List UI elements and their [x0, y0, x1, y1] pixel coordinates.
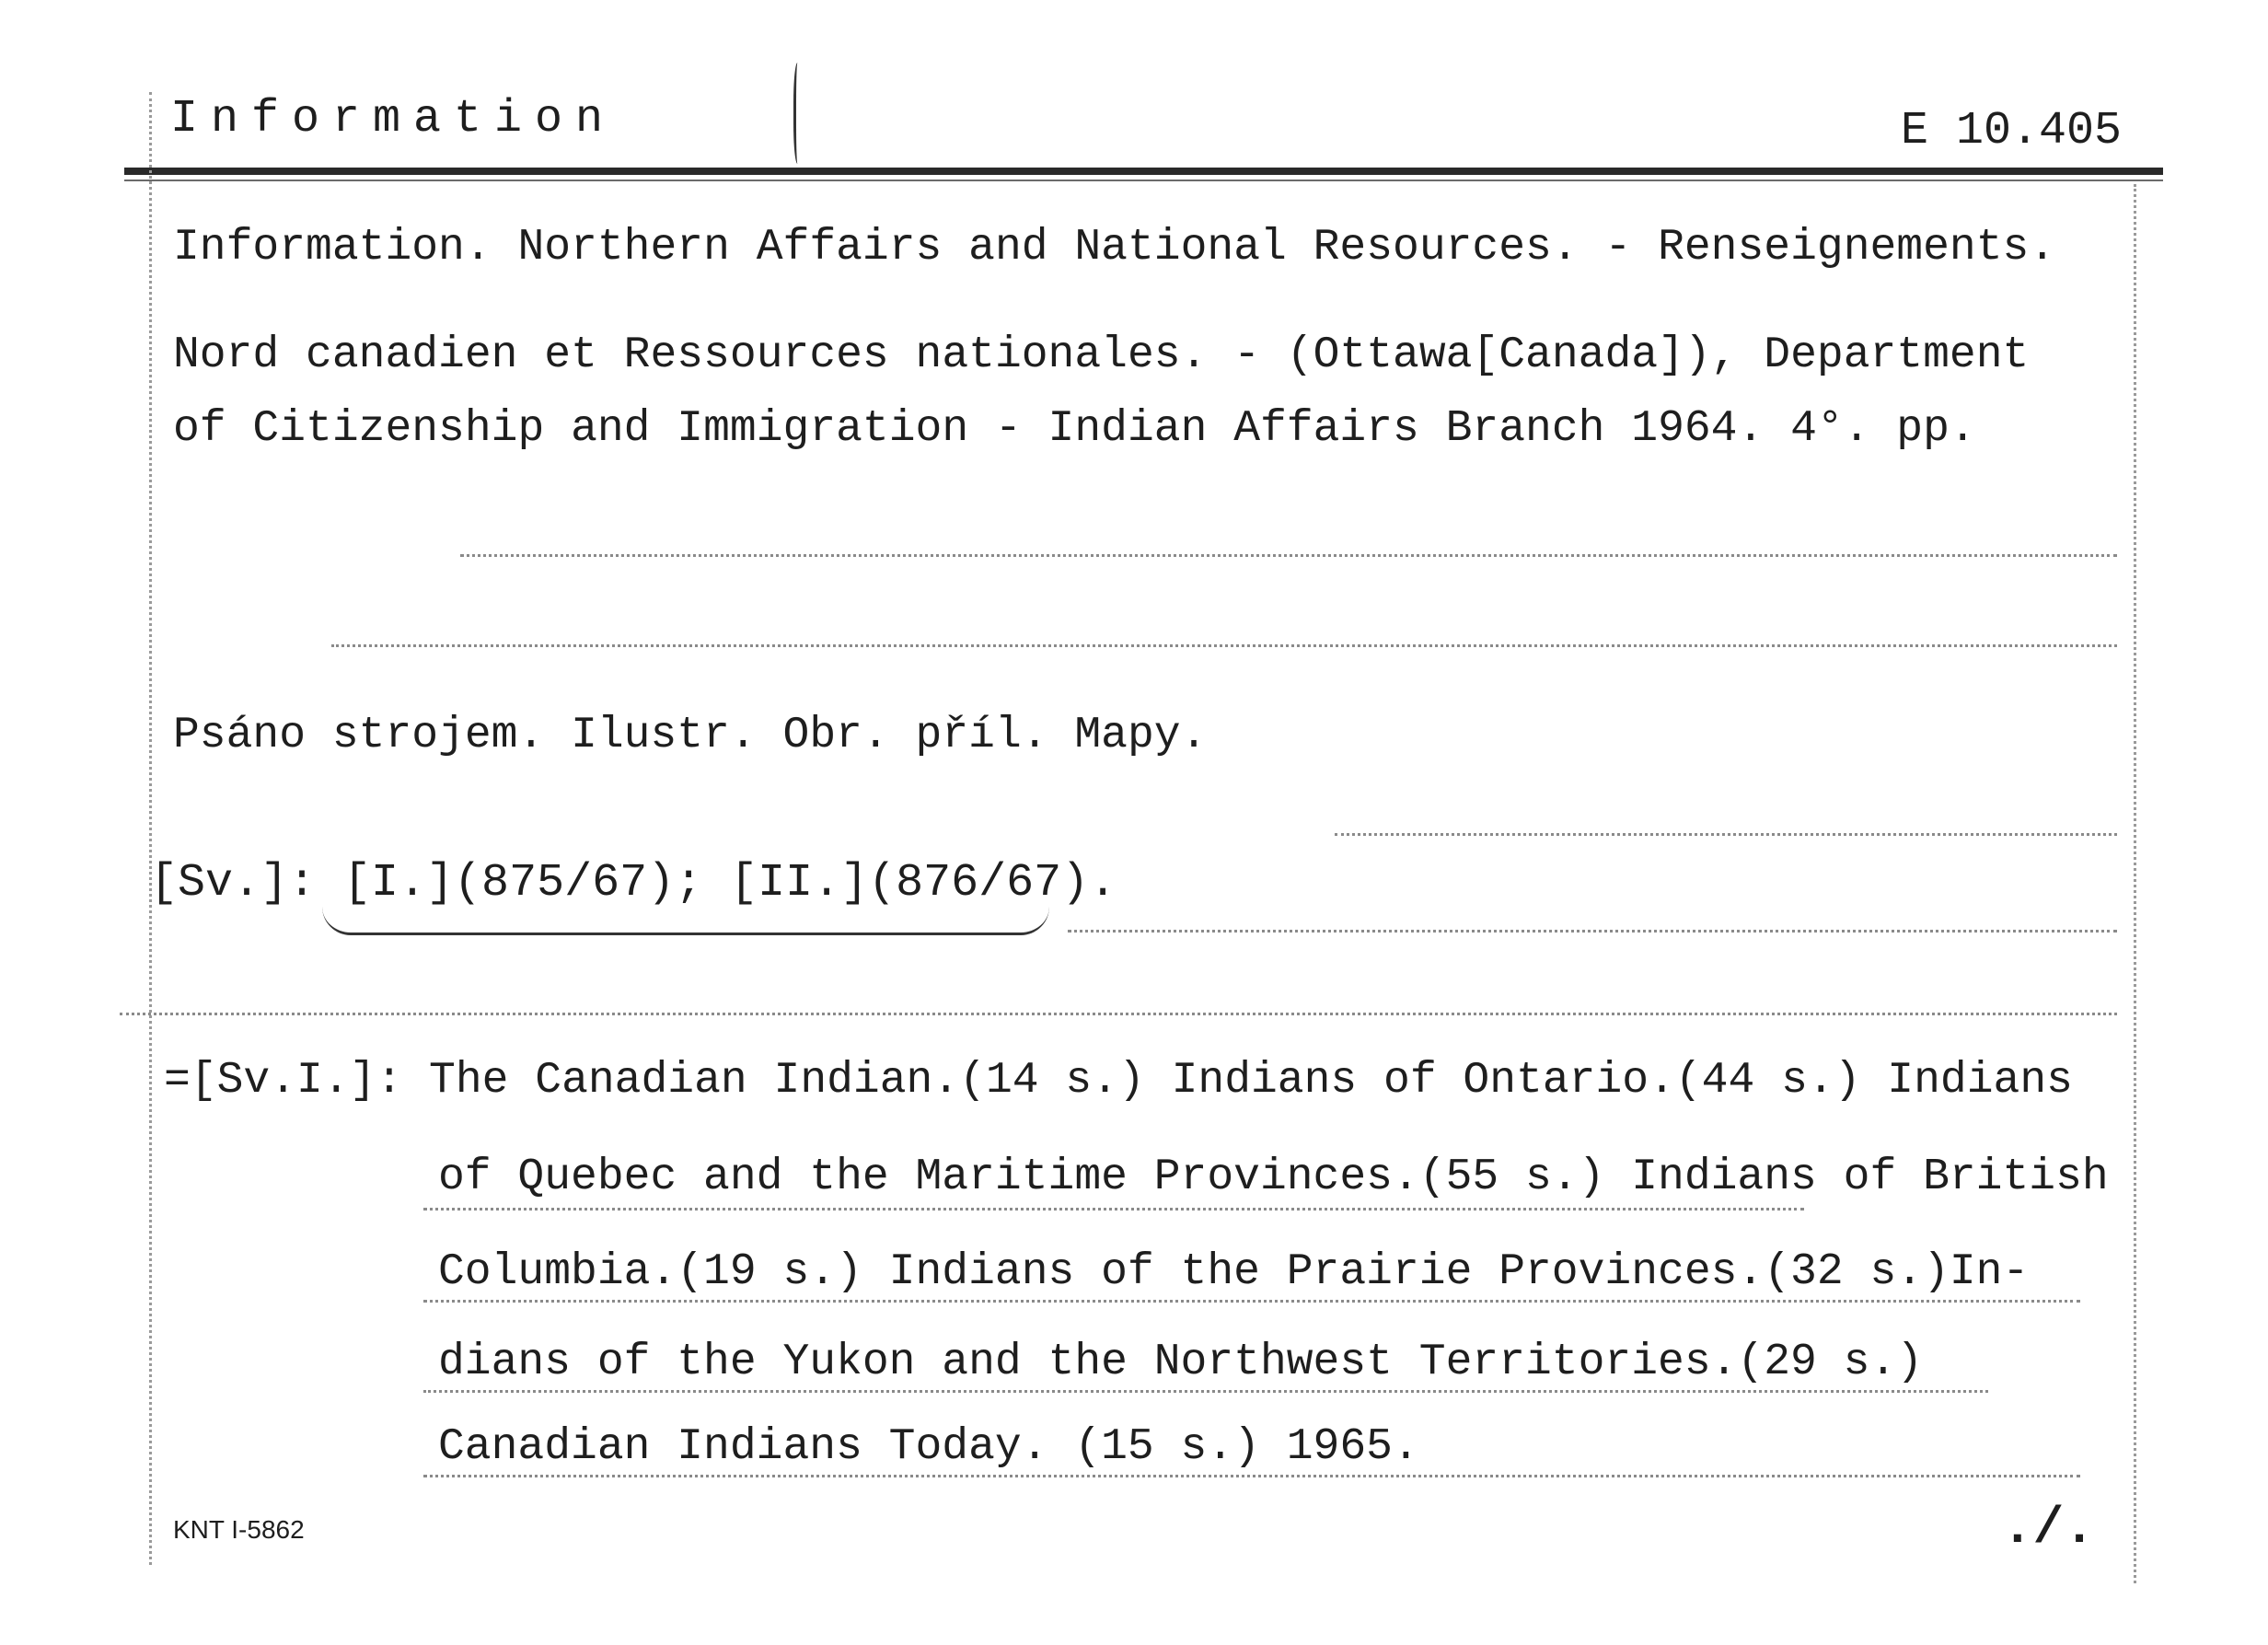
contents-line-4: dians of the Yukon and the Northwest Territories.(29 s.)	[438, 1338, 1924, 1387]
card-heading: Information	[170, 93, 617, 145]
underline-dots-1	[423, 1208, 1804, 1211]
contents-line-3: Columbia.(19 s.) Indians of the Prairie Provinces.(32 s.)In-	[438, 1247, 2030, 1297]
contents-line-1: =[Sv.I.]: The Canadian Indian.(14 s.) Indians of Ontario.(44 s.) Indians	[164, 1056, 2073, 1106]
physical-description-note: Psáno strojem. Ilustr. Obr. příl. Mapy.	[173, 711, 1208, 760]
blank-dotted-line-1	[460, 554, 2117, 557]
volumes-summary: [Sv.]: [I.](875/67); [II.](876/67).	[150, 857, 1117, 909]
underline-dots-3	[423, 1390, 1988, 1393]
entry-line-1: Information. Northern Affairs and National Resources. - Renseignements.	[173, 223, 2056, 272]
left-margin-dots	[149, 92, 152, 1565]
blank-dotted-line-5	[120, 1013, 2117, 1015]
handwritten-bracket-mark	[793, 63, 804, 164]
contents-line-2: of Quebec and the Maritime Provinces.(55 s.) Indians of British	[438, 1153, 2109, 1202]
continuation-mark: ./.	[2002, 1499, 2095, 1558]
shelfmark: E 10.405	[1901, 105, 2123, 157]
blank-dotted-line-3	[1335, 833, 2117, 836]
header-rule-thin	[124, 180, 2163, 181]
blank-dotted-line-2	[331, 644, 2117, 647]
right-margin-dots	[2134, 184, 2136, 1583]
entry-line-2: Nord canadien et Ressources nationales. - (Ottawa[Canada]), Department	[173, 330, 2030, 380]
handwritten-brace	[322, 907, 1049, 935]
underline-dots-4	[423, 1475, 2080, 1477]
blank-dotted-line-4	[1068, 930, 2117, 933]
catalog-number: KNT I-5862	[173, 1515, 305, 1544]
header-rule	[124, 168, 2163, 175]
underline-dots-2	[423, 1300, 2080, 1303]
entry-line-3: of Citizenship and Immigration - Indian Affairs Branch 1964. 4°. pp.	[173, 404, 1976, 454]
contents-line-5: Canadian Indians Today. (15 s.) 1965.	[438, 1422, 1419, 1472]
